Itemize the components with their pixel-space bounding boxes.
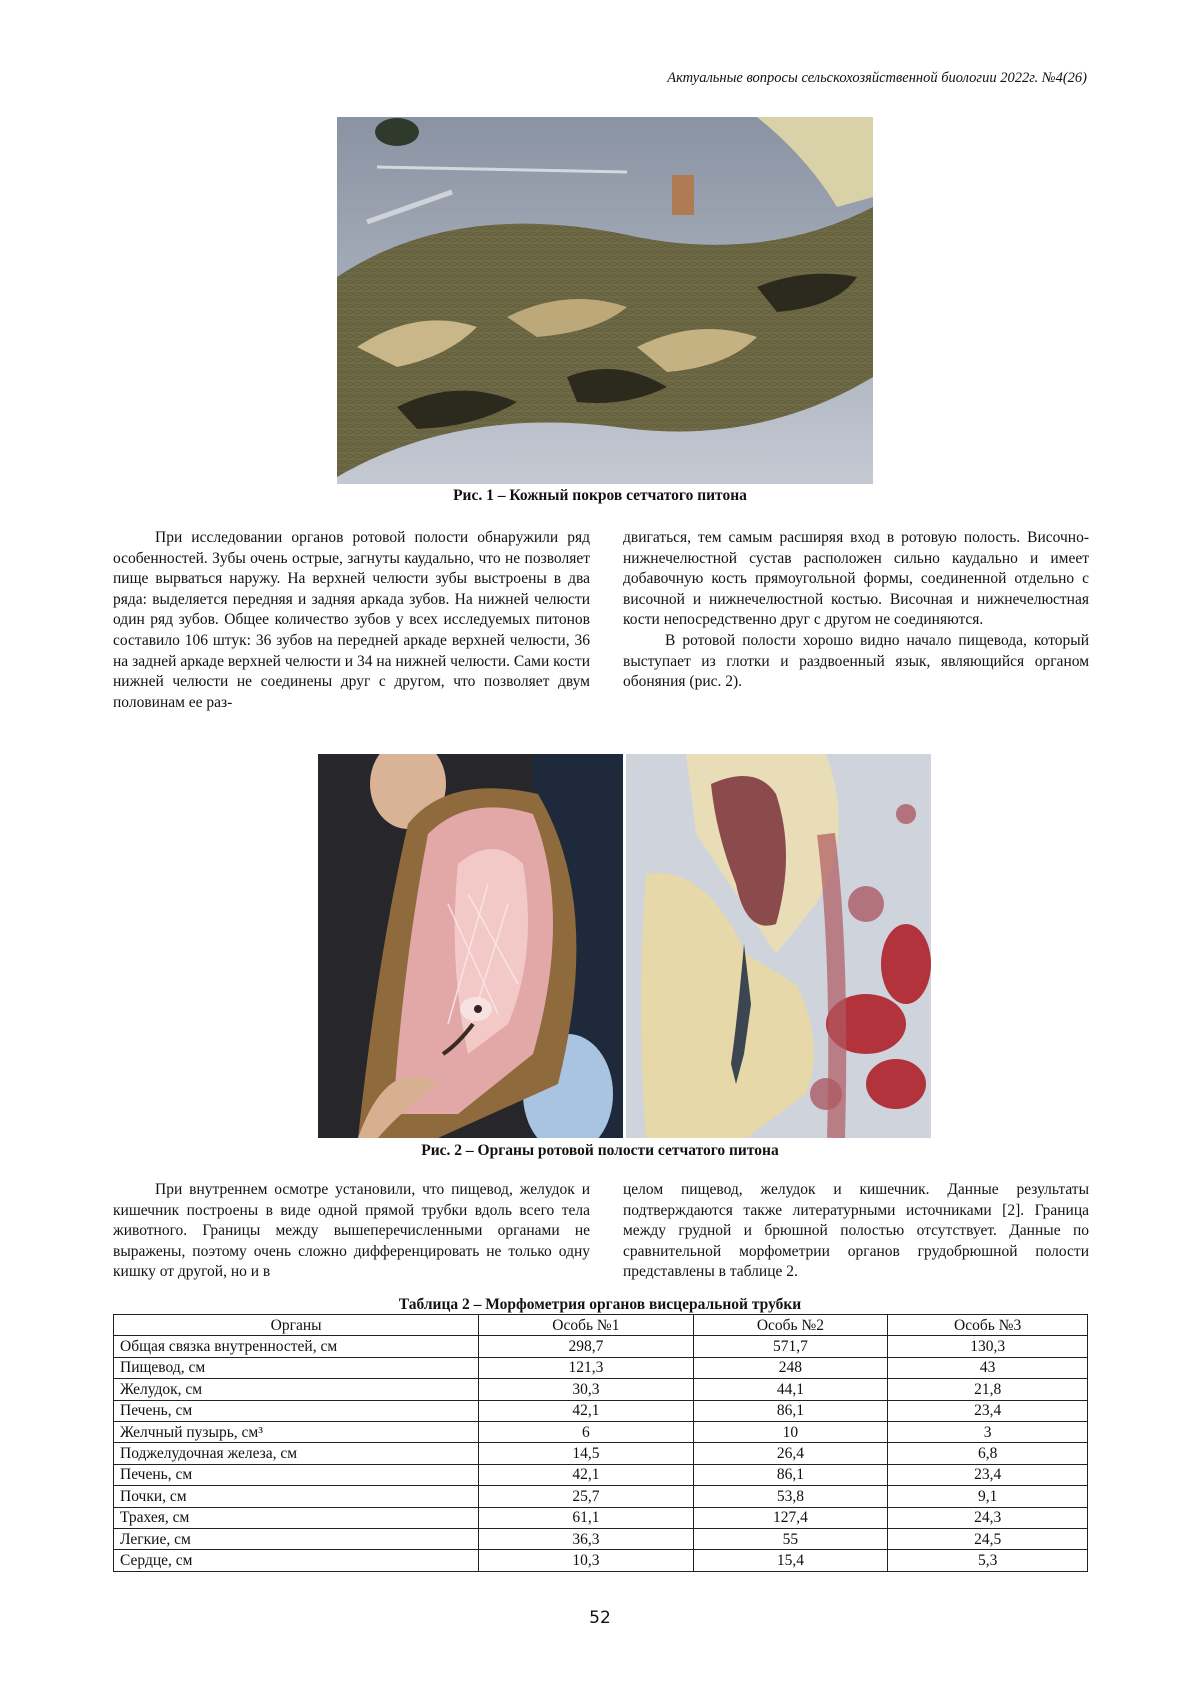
paragraph: двигаться, тем самым расширяя вход в ротовую полость. Височно-нижнечелюстной сустав расположен сильно каудально и имеет добавочную кость прямоугольной формы, соединенной отдельно с височной и нижнечелюстной костью. Височная и нижнечелюстная кости непосредственно друг с другом не соединяются.: [623, 529, 1089, 629]
text1-right-column: [623, 528, 1089, 693]
value-cell: 86,1: [693, 1464, 888, 1485]
organ-cell: Поджелудочная железа, см: [114, 1443, 479, 1464]
organ-cell: Сердце, см: [114, 1550, 479, 1571]
value-cell: 21,8: [888, 1379, 1088, 1400]
figure2-caption: Рис. 2 – Органы ротовой полости сетчатого питона: [421, 1142, 779, 1159]
column-header: Особь №3: [888, 1315, 1088, 1336]
value-cell: 26,4: [693, 1443, 888, 1464]
table-row: [114, 1528, 1088, 1549]
value-cell: 121,3: [479, 1357, 693, 1378]
table-row: [114, 1421, 1088, 1442]
table-title: Таблица 2 – Морфометрия органов висцеральной трубки: [398, 1296, 802, 1313]
paragraph: целом пищевод, желудок и кишечник. Данные результаты подтверждаются также литературными источниками [2]. Граница между грудной и брюшной полостью отсутствует. Данные по сравнительной морфометрии органов грудобрюшной полости представлены в таблице 2.: [623, 1181, 1089, 1281]
table-row: [114, 1336, 1088, 1357]
column-header: Особь №2: [693, 1315, 888, 1336]
table-row: [114, 1486, 1088, 1507]
value-cell: 42,1: [479, 1400, 693, 1421]
journal-header: Актуальные вопросы сельскохозяйственной биологии 2022г. №4(26): [667, 70, 1087, 86]
morphometry-table: [113, 1314, 1088, 1572]
value-cell: 43: [888, 1357, 1088, 1378]
text2-right-column: [623, 1180, 1089, 1283]
value-cell: 86,1: [693, 1400, 888, 1421]
value-cell: 10,3: [479, 1550, 693, 1571]
organ-cell: Легкие, см: [114, 1528, 479, 1549]
value-cell: 298,7: [479, 1336, 693, 1357]
page-number: 52: [589, 1608, 611, 1628]
organ-cell: Печень, см: [114, 1400, 479, 1421]
table-header-row: [114, 1315, 1088, 1336]
organ-cell: Трахея, см: [114, 1507, 479, 1528]
value-cell: 23,4: [888, 1400, 1088, 1421]
text1-left-column: [113, 528, 590, 713]
organ-cell: Почки, см: [114, 1486, 479, 1507]
paragraph: В ротовой полости хорошо видно начало пищевода, который выступает из глотки и раздвоенный язык, являющийся органом обоняния (рис. 2).: [623, 631, 1089, 691]
value-cell: 127,4: [693, 1507, 888, 1528]
value-cell: 3: [888, 1421, 1088, 1442]
table-row: [114, 1357, 1088, 1378]
value-cell: 15,4: [693, 1550, 888, 1571]
value-cell: 5,3: [888, 1550, 1088, 1571]
table-row: [114, 1443, 1088, 1464]
value-cell: 9,1: [888, 1486, 1088, 1507]
value-cell: 61,1: [479, 1507, 693, 1528]
column-header: Особь №1: [479, 1315, 693, 1336]
organ-cell: Общая связка внутренностей, см: [114, 1336, 479, 1357]
figure2-left-photo: [318, 754, 623, 1138]
table-row: [114, 1507, 1088, 1528]
figure1-caption: Рис. 1 – Кожный покров сетчатого питона: [453, 487, 747, 504]
organ-cell: Печень, см: [114, 1464, 479, 1485]
text2-left-column: [113, 1180, 590, 1283]
figure2-right-photo: [626, 754, 931, 1138]
organ-cell: Желчный пузырь, см³: [114, 1421, 479, 1442]
column-header: Органы: [114, 1315, 479, 1336]
value-cell: 24,5: [888, 1528, 1088, 1549]
value-cell: 571,7: [693, 1336, 888, 1357]
paragraph: При внутреннем осмотре установили, что пищевод, желудок и кишечник построены в виде одной прямой трубки вдоль всего тела животного. Границы между вышеперечисленными органами не выражены, поэтому очень сложно дифференцировать не только одну кишку от другой, но и в: [113, 1181, 590, 1281]
table-row: [114, 1379, 1088, 1400]
value-cell: 14,5: [479, 1443, 693, 1464]
paragraph: При исследовании органов ротовой полости обнаружили ряд особенностей. Зубы очень острые, загнуты каудально, что не позволяет пище вырваться наружу. На верхней челюсти зубы выстроены в два ряда: выделяется передняя и задняя аркада зубов. На нижней челюсти один ряд зубов. Общее количество зубов у всех исследуемых питонов составило 106 штук: 36 зубов на передней аркаде верхней челюсти, 36 на задней аркаде верхней челюсти и 34 на нижней челюсти. Сами кости нижней челюсти не соединены друг с другом, что позволяет двум половинам ее раз-: [113, 529, 590, 711]
value-cell: 30,3: [479, 1379, 693, 1400]
value-cell: 6,8: [888, 1443, 1088, 1464]
value-cell: 23,4: [888, 1464, 1088, 1485]
organ-cell: Желудок, см: [114, 1379, 479, 1400]
value-cell: 42,1: [479, 1464, 693, 1485]
figure1-photo: [337, 117, 873, 484]
value-cell: 55: [693, 1528, 888, 1549]
value-cell: 53,8: [693, 1486, 888, 1507]
value-cell: 130,3: [888, 1336, 1088, 1357]
value-cell: 248: [693, 1357, 888, 1378]
value-cell: 44,1: [693, 1379, 888, 1400]
table-row: [114, 1400, 1088, 1421]
table-row: [114, 1464, 1088, 1485]
table-row: [114, 1550, 1088, 1571]
value-cell: 24,3: [888, 1507, 1088, 1528]
organ-cell: Пищевод, см: [114, 1357, 479, 1378]
value-cell: 10: [693, 1421, 888, 1442]
value-cell: 25,7: [479, 1486, 693, 1507]
value-cell: 6: [479, 1421, 693, 1442]
value-cell: 36,3: [479, 1528, 693, 1549]
